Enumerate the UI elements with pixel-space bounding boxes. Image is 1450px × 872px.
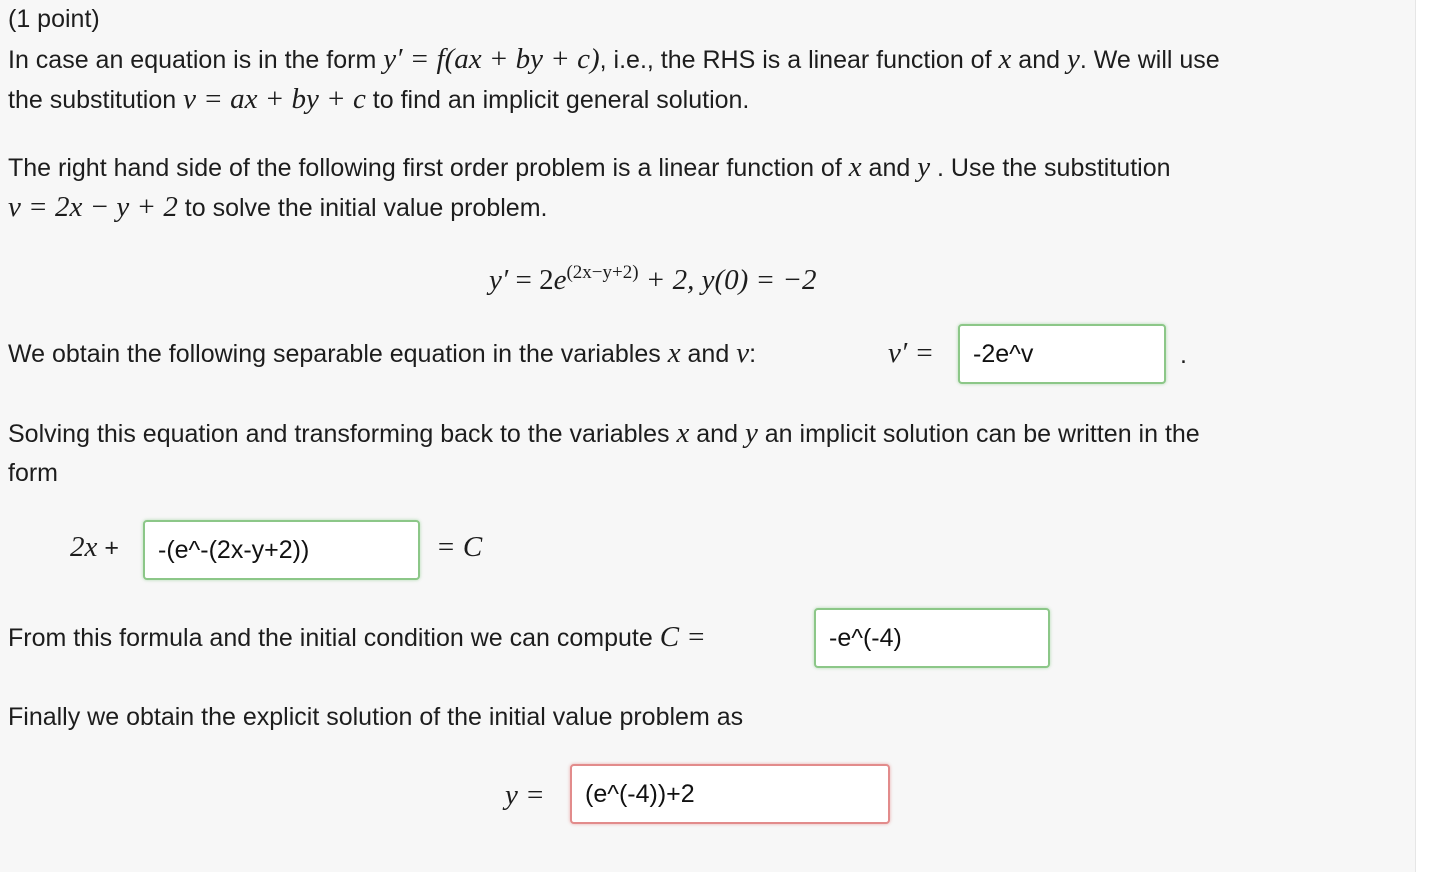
separable-period (1180, 340, 1187, 370)
constant-answer-value: -e^(-4) (829, 623, 902, 652)
intro-var-x: x (998, 43, 1012, 75)
substitution-formula: v = 2x − y + 2 (8, 191, 178, 223)
equation-rest: + 2, y(0) = −2 (638, 264, 817, 296)
constant-var: C = (659, 621, 706, 653)
problem-line-1 (8, 152, 1171, 183)
problem-text-2: . Use the substitution (930, 154, 1171, 182)
solving-text-2: an implicit solution can be written in the (757, 420, 1200, 448)
solving-var-x: x (676, 417, 690, 449)
solving-text-3: form (8, 459, 58, 487)
intro-formula-2: v = ax + by + c (183, 83, 366, 115)
final-line (8, 702, 743, 732)
separable-period-text: . (1180, 341, 1187, 369)
separable-line (8, 338, 756, 369)
problem-var-x: x (848, 151, 862, 183)
problem-text-1: The right hand side of the following first order problem is a linear function of (8, 154, 849, 182)
separable-answer-input[interactable] (958, 324, 1166, 384)
implicit-plus: + (97, 534, 119, 562)
final-lhs-text: y = (505, 779, 545, 811)
equation-equals: = 2 (508, 264, 554, 296)
final-text: Finally we obtain the explicit solution of the initial value problem as (8, 703, 744, 731)
intro-var-y: y (1066, 43, 1080, 75)
problem-var-y: y (917, 151, 931, 183)
final-lhs (505, 780, 545, 811)
equation-e: e (553, 264, 567, 296)
points-label (8, 4, 100, 34)
solving-var-y: y (744, 417, 758, 449)
intro-text-3: . We will use (1079, 46, 1220, 74)
implicit-answer-value: -(e^-(2x-y+2)) (158, 535, 310, 564)
solving-line-1 (8, 418, 1200, 449)
separable-var-v: v (736, 337, 750, 369)
final-answer-value: (e^(-4))+2 (585, 779, 695, 808)
constant-text: From this formula and the initial condition we can compute (8, 624, 660, 652)
constant-line (8, 622, 706, 653)
solving-and: and (689, 420, 745, 448)
intro-formula-1: y′ = f(ax + by + c) (383, 43, 600, 75)
intro-and: and (1011, 46, 1067, 74)
problem-and: and (861, 154, 918, 182)
equation-lhs: y′ (489, 264, 509, 296)
intro-line-2 (8, 84, 749, 115)
implicit-lhs (70, 532, 119, 563)
final-answer-input[interactable] (570, 764, 890, 824)
intro-line-1 (8, 44, 1220, 75)
separable-text: We obtain the following separable equation in the variables (8, 340, 668, 368)
problem-line-2 (8, 192, 547, 223)
intro-text-1: In case an equation is in the form (8, 46, 384, 74)
equation-exponent: (2x−y+2) (566, 262, 639, 283)
points-text: (1 point) (8, 5, 100, 33)
implicit-rhs-text: = C (436, 531, 483, 563)
constant-answer-input[interactable] (814, 608, 1050, 668)
ivp-equation (489, 258, 816, 296)
solving-text-1: Solving this equation and transforming back to the variables (8, 420, 677, 448)
solving-line-2 (8, 458, 58, 488)
intro-text-5: to find an implicit general solution. (365, 86, 750, 114)
problem-text-3: to solve the initial value problem. (177, 194, 548, 222)
intro-text-4: the substitution (8, 86, 184, 114)
separable-and: and (680, 340, 737, 368)
separable-answer-value: -2e^v (973, 339, 1034, 368)
implicit-lhs-math: 2x (70, 531, 98, 563)
implicit-answer-input[interactable] (143, 520, 420, 580)
implicit-rhs (436, 532, 482, 563)
separable-lhs-text: v′ = (888, 337, 935, 369)
separable-var-x: x (667, 337, 681, 369)
separable-lhs (888, 338, 934, 369)
intro-text-2: , i.e., the RHS is a linear function of (599, 46, 999, 74)
separable-colon: : (749, 340, 757, 368)
